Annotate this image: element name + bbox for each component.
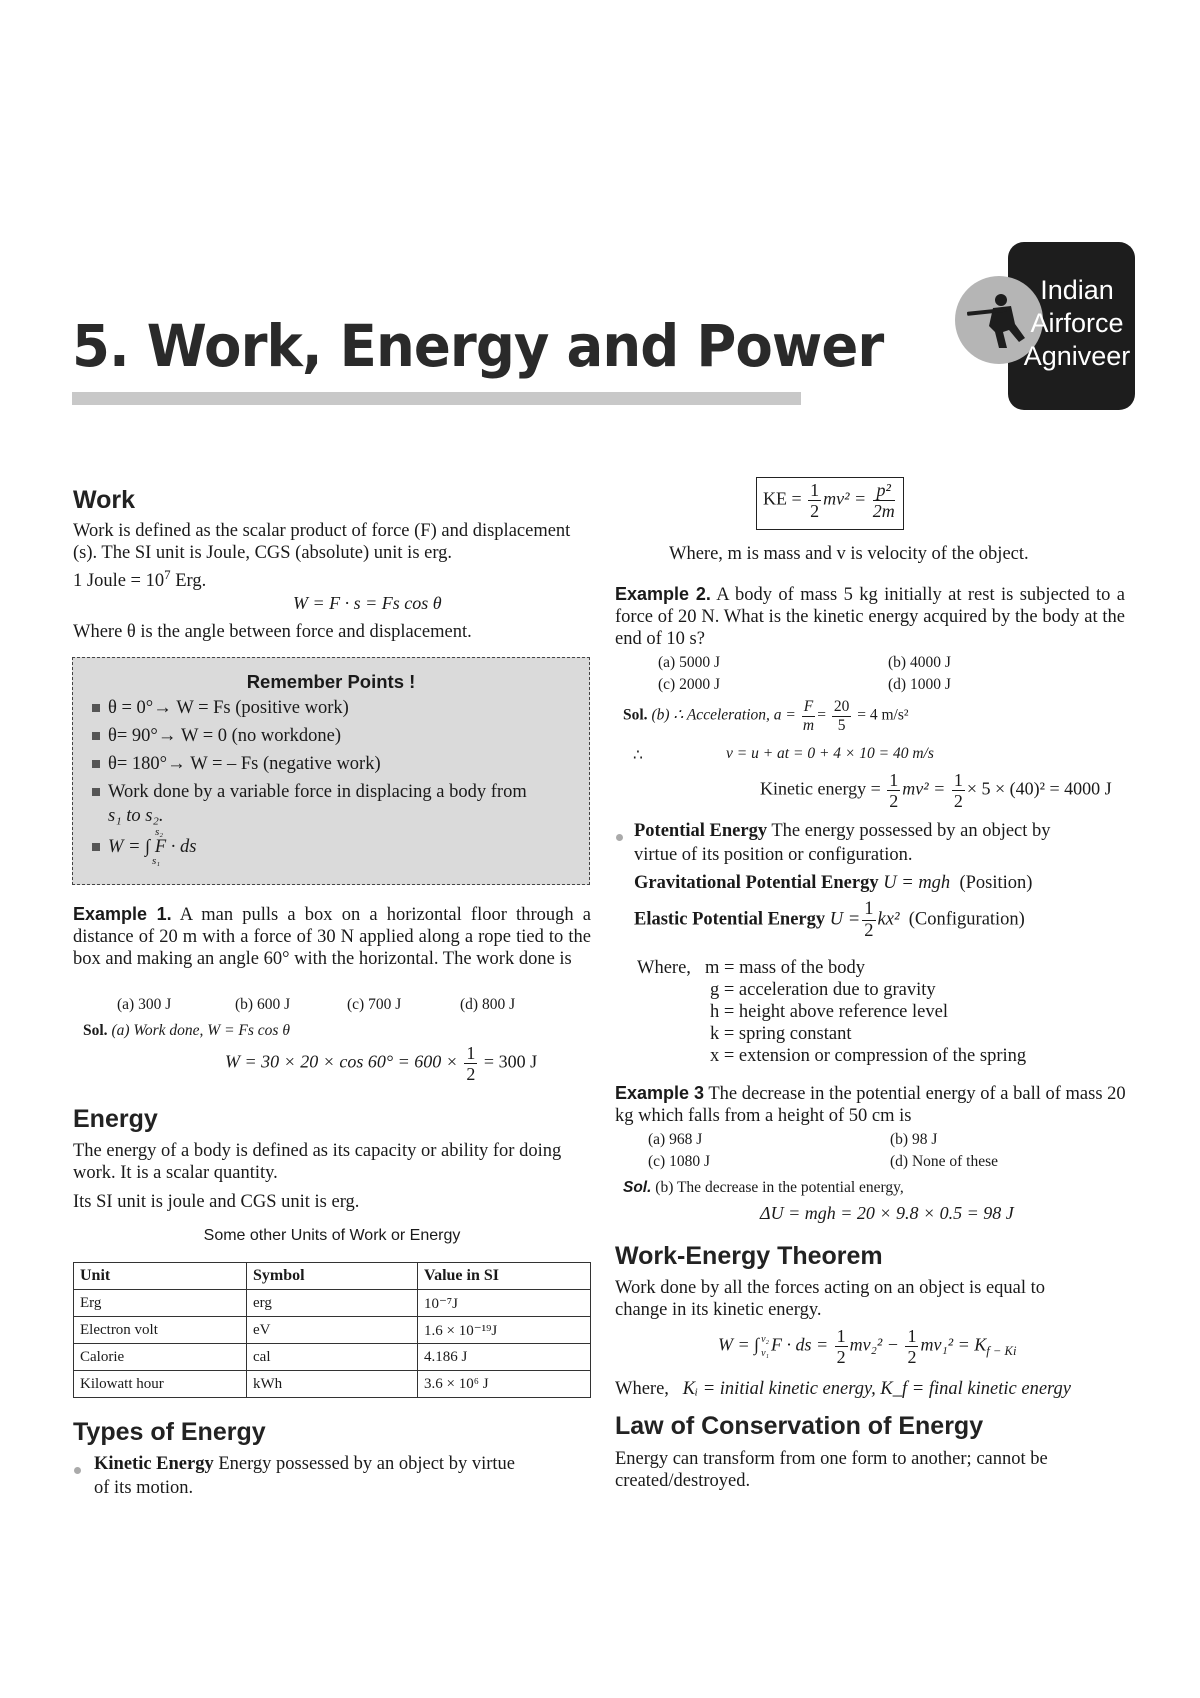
table-cell: 4.186 J: [418, 1344, 591, 1371]
gravitational-pe: Gravitational Potential Energy U = mgh (Position): [634, 873, 1033, 893]
remember-points-title: Remember Points !: [246, 671, 416, 692]
badge-text: [1018, 274, 1136, 373]
bullet-icon: [74, 1467, 81, 1474]
kinetic-energy-def: Kinetic Energy Energy possessed by an object by virtue: [94, 1454, 515, 1474]
work-heading: Work: [73, 486, 136, 514]
table-caption: Some other Units of Work or Energy: [203, 1227, 461, 1244]
example-3-option-d: (d) None of these: [890, 1153, 999, 1170]
table-header-unit: Unit: [74, 1263, 247, 1290]
where-item: m = mass of the body: [705, 958, 865, 978]
table-cell: erg: [247, 1290, 418, 1317]
theorem-heading: Work-Energy Theorem: [615, 1242, 883, 1270]
integral-lower-limit: s₁: [152, 855, 161, 867]
square-bullet-icon: [92, 760, 100, 768]
example-1-question: A man pulls a box on a horizontal floor through a distance of 20 m with a force of 30 N applied along a rope tied to the box and making an angle 60° with the horizontal. The work done is: [73, 905, 591, 969]
therefore-symbol: ∴: [633, 747, 643, 764]
example-1-solution: Sol. (a) Work done, W = Fs cos θ: [83, 1022, 290, 1039]
example-3-question: The decrease in the potential energy of a ball of mass 20 kg which falls from a height of 50 cm is: [615, 1084, 1126, 1126]
potential-energy-def-cont: virtue of its position or configuration.: [634, 845, 913, 865]
table-cell: Kilowatt hour: [74, 1371, 247, 1398]
example-3-solution-eq: ΔU = mgh = 20 × 9.8 × 0.5 = 98 J: [760, 1203, 1014, 1223]
ke-where: Where, m is mass and v is velocity of the object.: [669, 544, 1029, 564]
table-cell: 10⁻⁷J: [418, 1290, 591, 1317]
example-2-label: Example 2.: [615, 584, 711, 604]
where-item: h = height above reference level: [710, 1002, 948, 1022]
theorem-text: Work done by all the forces acting on an object is equal to change in its kinetic energy.: [615, 1278, 1046, 1320]
example-1-solution-eq: W = 30 × 20 × cos 60° = 600 × $\frac{1}{2}$ = 300 J: [225, 1043, 538, 1084]
table-header-symbol: Symbol: [247, 1263, 418, 1290]
table-cell: Calorie: [74, 1344, 247, 1371]
example-2-velocity: v = u + at = 0 + 4 × 10 = 40 m/s: [726, 745, 934, 762]
joule-line: 1 Joule = $10^7$ Erg.: [73, 567, 207, 592]
square-bullet-icon: [92, 788, 100, 796]
theorem-where: Where, Kᵢ = initial kinetic energy, K_f = final kinetic energy: [615, 1379, 1072, 1399]
potential-bullet: [616, 828, 623, 846]
kinetic-energy-def-cont: of its motion.: [94, 1478, 194, 1498]
bullet-icon: [616, 834, 623, 841]
table-header-value: Value in SI: [418, 1263, 591, 1290]
potential-energy-def: Potential Energy The energy possessed by an object by: [634, 821, 1051, 841]
work-definition: Work is defined as the scalar product of force (F) and displacement (s). The SI unit is Joule, CGS (absolute) unit is erg.: [73, 521, 571, 563]
types-heading: Types of Energy: [73, 1418, 266, 1446]
kinetic-bullet: [74, 1461, 81, 1479]
example-2-option-b: (b) 4000 J: [888, 654, 951, 671]
energy-heading: Energy: [73, 1105, 158, 1133]
elastic-pe: Elastic Potential Energy U = $\frac{1}{2}$ kx² (Configuration): [634, 899, 1025, 941]
badge-line-3: Agniveer: [1023, 341, 1131, 371]
conservation-heading: Law of Conservation of Energy: [615, 1412, 984, 1440]
example-1-option-b: (b) 600 J: [235, 996, 291, 1013]
where-item: g = acceleration due to gravity: [710, 980, 936, 1000]
example-2-option-d: (d) 1000 J: [888, 676, 951, 693]
table-cell: Electron volt: [74, 1317, 247, 1344]
title-underline: [72, 392, 801, 405]
example-2-option-a: (a) 5000 J: [658, 654, 720, 671]
example-2-option-c: (c) 2000 J: [658, 676, 720, 693]
example-1-option-a: (a) 300 J: [117, 996, 172, 1013]
work-formula: W = F · s = Fs cos θ: [293, 593, 442, 613]
badge-line-2: Airforce: [1030, 308, 1124, 338]
remember-item-continued: s₁ to s₂.: [108, 806, 164, 826]
energy-definition: The energy of a body is defined as its capacity or ability for doing work. It is a scalar quantity.: [73, 1141, 562, 1183]
example-2-solution: Sol. (b) ∴ Acceleration, a = $\frac{F}{m}$ = $\frac{20}{5}$ = 4 m/s²: [623, 698, 909, 734]
badge-line-1: Indian: [1040, 275, 1114, 305]
table-cell: 1.6 × 10⁻¹⁹J: [418, 1317, 591, 1344]
conservation-text: Energy can transform from one form to another; cannot be created/destroyed.: [615, 1449, 1048, 1491]
energy-units: Its SI unit is joule and CGS unit is erg.: [73, 1192, 360, 1212]
example-2-ke: Kinetic energy = $\frac{1}{2}$ mv² = $\frac{1}{2}$ × 5 × (40)² = 4000 J: [760, 770, 1112, 811]
example-3-option-c: (c) 1080 J: [648, 1153, 710, 1170]
where-item: x = extension or compression of the spring: [710, 1046, 1027, 1066]
table-cell: eV: [247, 1317, 418, 1344]
table-cell: 3.6 × 10⁶ J: [418, 1371, 591, 1398]
table-cell: Erg: [74, 1290, 247, 1317]
where-label: Where,: [637, 958, 691, 978]
table-header-row: [74, 1263, 591, 1290]
example-1-option-c: (c) 700 J: [347, 996, 402, 1013]
table-row: [74, 1344, 591, 1371]
table-row: [74, 1371, 591, 1398]
example-1: [73, 903, 591, 970]
example-3-option-a: (a) 968 J: [648, 1131, 703, 1148]
square-bullet-icon: [92, 843, 100, 851]
theorem-equation: W = ∫ v₂ v₁ F · ds = $\frac{1}{2}$ mv₂² − $\frac{1}{2}$ $mv_1^2 = K_{f - Ki}$: [718, 1326, 1017, 1367]
table-row: [74, 1290, 591, 1317]
work-where: Where θ is the angle between force and displacement.: [73, 622, 472, 642]
square-bullet-icon: [92, 732, 100, 740]
example-2: [615, 583, 1125, 650]
where-item: k = spring constant: [710, 1024, 852, 1044]
example-3-label: Example 3: [615, 1083, 705, 1103]
example-1-option-d: (d) 800 J: [460, 996, 516, 1013]
square-bullet-icon: [92, 704, 100, 712]
example-2-question: A body of mass 5 kg initially at rest is subjected to a force of 20 N. What is the kinetic energy acquired by the body at the end of 10 s?: [615, 585, 1125, 649]
ke-formula: KE = $\frac{1}{2}$ mv² = $\frac{\text{p²}}{2m}$: [763, 480, 895, 521]
units-table: [73, 1262, 591, 1398]
table-cell: kWh: [247, 1371, 418, 1398]
table-row: [74, 1317, 591, 1344]
integral-upper-limit: s₂: [155, 826, 164, 838]
chapter-title: 5. Work, Energy and Power: [72, 312, 884, 380]
example-3: [615, 1082, 1127, 1127]
example-3-solution: Sol. (b) The decrease in the potential energy,: [623, 1179, 904, 1196]
table-cell: cal: [247, 1344, 418, 1371]
example-1-label: Example 1.: [73, 904, 172, 924]
example-3-option-b: (b) 98 J: [890, 1131, 938, 1148]
